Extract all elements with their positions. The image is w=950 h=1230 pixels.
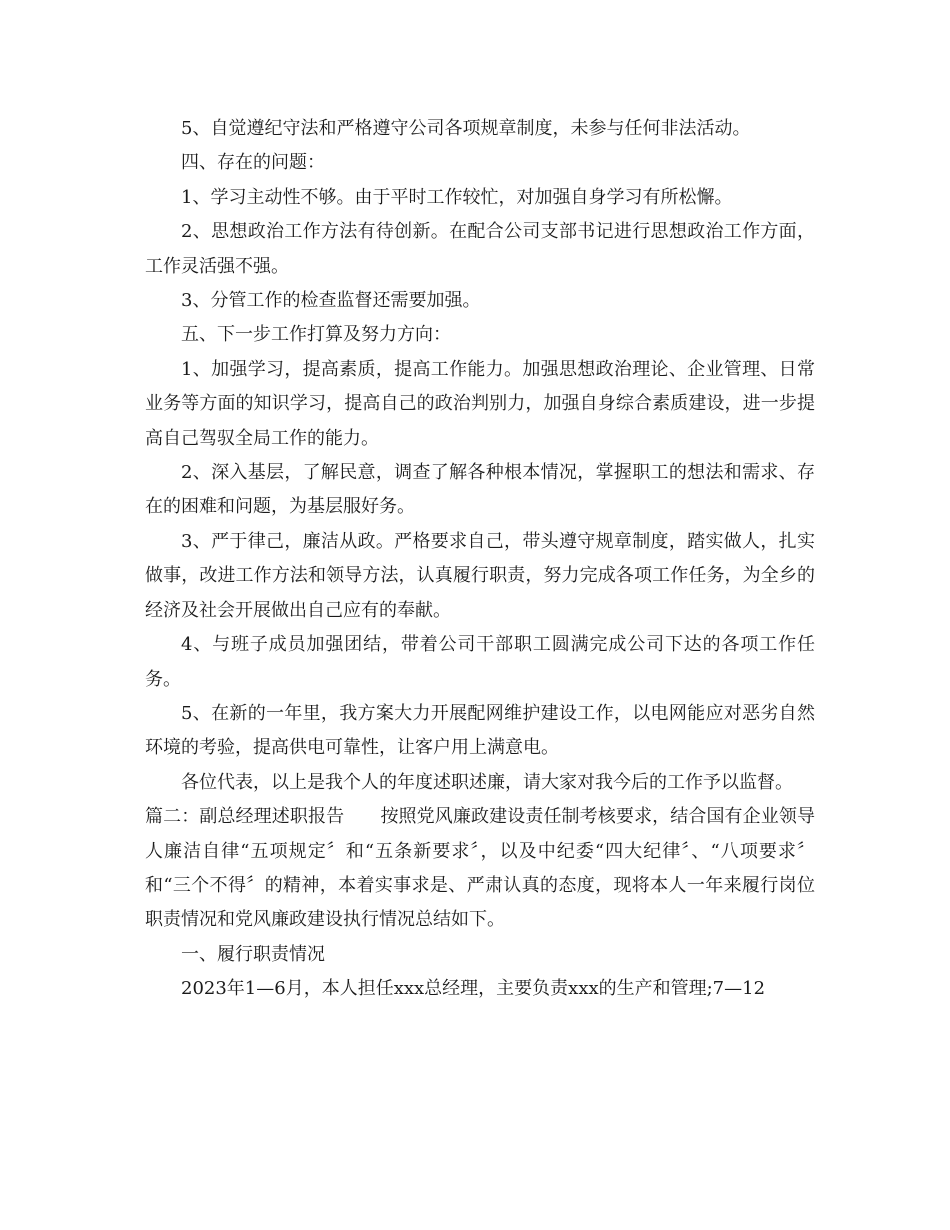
paragraph-problem-3: 3、分管工作的检查监督还需要加强。	[181, 290, 481, 312]
section-heading-problems: 四、存在的问题：	[181, 152, 325, 174]
paragraph-compliance: 5、自觉遵纪守法和严格遵守公司各项规章制度，未参与任何非法活动。	[181, 118, 751, 139]
paragraph-duties-start: 2023年1—6月，本人担任xxx总经理，主要负责xxx的生产和管理;7—12	[181, 978, 766, 1000]
document-body	[145, 112, 815, 1007]
paragraph-closing: 各位代表，以上是我个人的年度述职述廉，请大家对我今后的工作予以监督。	[181, 771, 793, 793]
section-heading-duties: 一、履行职责情况	[181, 943, 325, 965]
paragraph-next-step-4: 4、与班子成员加强团结，带着公司干部职工圆满完成公司下达的各项工作任务。	[145, 634, 815, 690]
paragraph-next-step-5: 5、在新的一年里，我方案大力开展配网维护建设工作，以电网能应对恶劣自然环境的考验，提高供电可靠性，让客户用上满意电。	[145, 702, 815, 759]
paragraph-next-step-1: 1、加强学习，提高素质，提高工作能力。加强思想政治理论、企业管理、日常业务等方面的知识学习，提高自己的政治判别力，加强自身综合素质建设，进一步提高自己驾驭全局工作的能力。	[145, 358, 815, 449]
paragraph-problem-2: 2、思想政治工作方法有待创新。在配合公司支部书记进行思想政治工作方面，工作灵活强不强。	[145, 221, 815, 277]
paragraph-problem-1: 1、学习主动性不够。由于平时工作较忙，对加强自身学习有所松懈。	[181, 186, 733, 208]
section-heading-next-steps: 五、下一步工作打算及努力方向：	[181, 324, 451, 346]
paragraph-next-step-2: 2、深入基层，了解民意，调查了解各种根本情况，掌握职工的想法和需求、存在的困难和问题，为基层服好务。	[145, 462, 815, 518]
paragraph-part-two-intro: 篇二：副总经理述职报告 按照党风廉政建设责任制考核要求，结合国有企业领导人廉洁自律“五项规定〞和“五条新要求〞，以及中纪委“四大纪律〞、“八项要求〞和“三个不得〞的精神，本着实事求是、严肃认真的态度，现将本人一年来履行岗位职责情况和党风廉政建设执行情况总结如下。	[145, 806, 815, 931]
paragraph-next-step-3: 3、严于律己，廉洁从政。严格要求自己，带头遵守规章制度，踏实做人，扎实做事，改进工作方法和领导方法，认真履行职责，努力完成各项工作任务，为全乡的经济及社会开展做出自己应有的奉献。	[145, 530, 815, 621]
